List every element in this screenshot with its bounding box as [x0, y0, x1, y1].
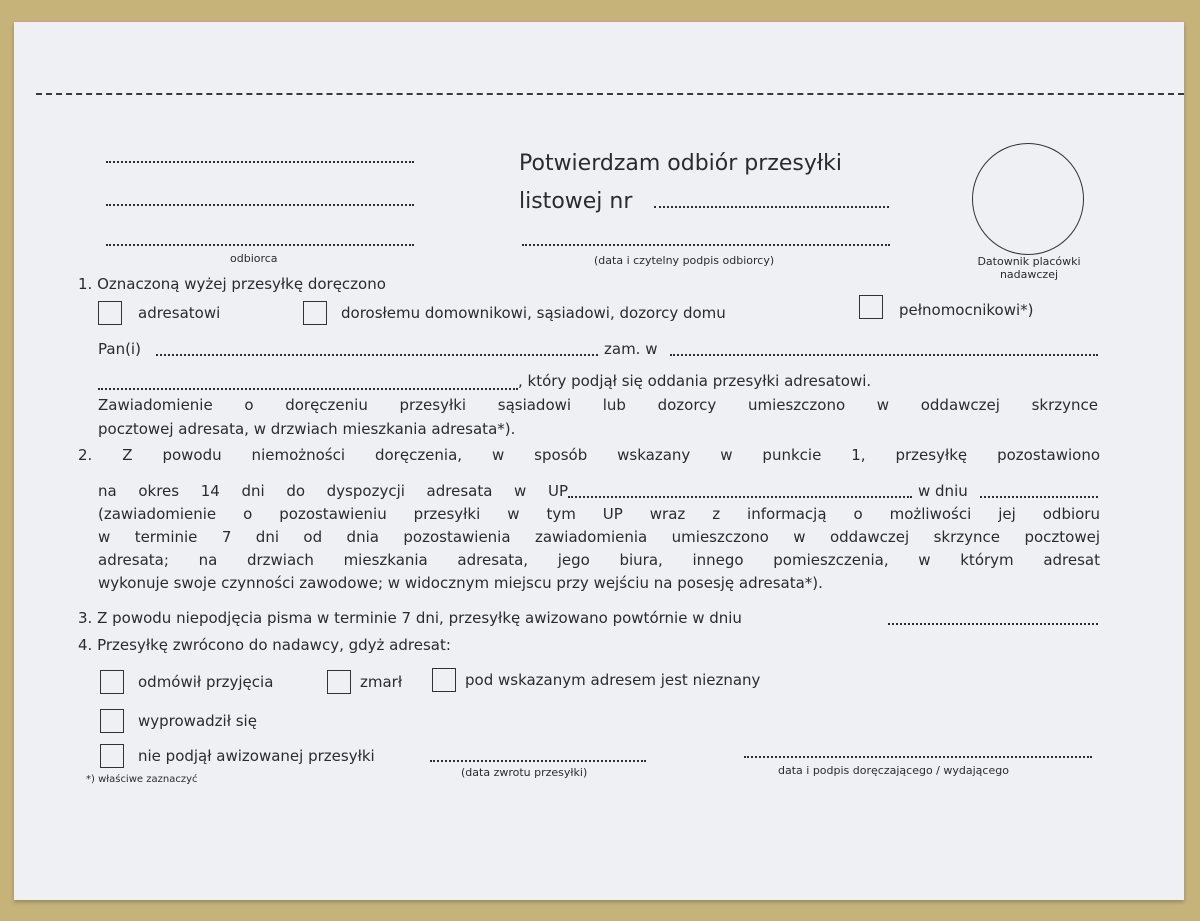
section2-line6: wykonuje swoje czynności zawodowe; w widocznym miejscu przy wejściu na posesję adresata*). — [98, 574, 823, 592]
section2-line5: adresata; na drzwiach mieszkania adresata, jego biura, innego pomieszczenia, w którym adresat — [98, 551, 1100, 569]
stamp-label-line1: Datownik placówki — [977, 255, 1081, 268]
checkbox-proxy[interactable] — [859, 295, 883, 319]
courier-signature-field[interactable] — [744, 756, 1092, 758]
section4-heading: 4. Przesyłkę zwrócono do nadawcy, gdyż adresat: — [78, 636, 451, 654]
footnote: *) właściwe zaznaczyć — [86, 774, 198, 785]
signature-label: (data i czytelny podpis odbiorcy) — [594, 254, 775, 267]
second-notice-date-field[interactable] — [888, 623, 1098, 625]
accepted-text: , który podjął się oddania przesyłki adresatowi. — [518, 372, 872, 390]
recipient-line-1[interactable] — [106, 161, 414, 163]
checkbox-deceased[interactable] — [327, 670, 351, 694]
section1-heading: 1. Oznaczoną wyżej przesyłkę doręczono — [78, 275, 386, 293]
letter-number-field[interactable] — [654, 206, 889, 208]
post-office-field[interactable] — [568, 496, 912, 498]
section2-line2-prefix: na okres 14 dni do dyspozycji adresata w UP — [98, 482, 568, 500]
form-title-line1: Potwierdzam odbiór przesyłki — [519, 151, 842, 176]
recipient-line-3[interactable] — [106, 244, 414, 246]
recipient-label: odbiorca — [230, 252, 278, 265]
option-not-collected-label: nie podjął awizowanej przesyłki — [138, 747, 375, 765]
recipient-line-2[interactable] — [106, 204, 414, 206]
checkbox-not-collected[interactable] — [100, 744, 124, 768]
checkbox-household-member[interactable] — [303, 301, 327, 325]
checkbox-addressee[interactable] — [98, 301, 122, 325]
option-proxy-label: pełnomocnikowi*) — [899, 301, 1034, 319]
left-date-field[interactable] — [980, 496, 1098, 498]
section2-line3: (zawiadomienie o pozostawieniu przesyłki w tym UP wraz z informacją o możliwości jej odbioru — [98, 505, 1100, 523]
courier-label: data i podpis doręczającego / wydającego — [778, 764, 1009, 777]
zam-label: zam. w — [604, 340, 658, 358]
stamp-label — [954, 255, 1104, 281]
postmark-stamp-circle — [972, 143, 1084, 255]
pan-label: Pan(i) — [98, 340, 141, 358]
checkbox-moved-out[interactable] — [100, 709, 124, 733]
section3-text: 3. Z powodu niepodjęcia pisma w terminie 7 dni, przesyłkę awizowano powtórnie w dniu — [78, 609, 742, 627]
accepting-person-field[interactable] — [98, 388, 518, 390]
option-household-member-label: dorosłemu domownikowi, sąsiadowi, dozorcy domu — [341, 304, 726, 322]
stamp-label-line2: nadawczej — [999, 268, 1059, 281]
option-deceased-label: zmarł — [360, 673, 403, 691]
option-addressee-label: adresatowi — [138, 304, 221, 322]
return-receipt-card — [14, 22, 1184, 900]
return-date-field[interactable] — [430, 760, 646, 762]
section2-line4: w terminie 7 dni od dnia pozostawienia zawiadomienia umieszczono w oddawczej skrzynce pocztowej — [98, 528, 1100, 546]
return-date-label: (data zwrotu przesyłki) — [461, 766, 588, 779]
pan-name-field[interactable] — [156, 354, 598, 356]
section2-line1: 2. Z powodu niemożności doręczenia, w sposób wskazany w punkcie 1, przesyłkę pozostawiono — [78, 446, 1100, 464]
section1-notice-line2: pocztowej adresata, w drzwiach mieszkania adresata*). — [98, 420, 516, 438]
address-field[interactable] — [670, 354, 1098, 356]
checkbox-refused[interactable] — [100, 670, 124, 694]
checkbox-unknown-address[interactable] — [432, 668, 456, 692]
option-unknown-address-label: pod wskazanym adresem jest nieznany — [465, 671, 761, 689]
option-moved-out-label: wyprowadził się — [138, 712, 257, 730]
form-title-line2: listowej nr — [519, 189, 633, 214]
section1-notice-line1: Zawiadomienie o doręczeniu przesyłki sąsiadowi lub dozorcy umieszczono w oddawczej skrzynce — [98, 396, 1098, 414]
perforation-line — [36, 93, 1184, 95]
section2-day-label: w dniu — [918, 482, 968, 500]
option-refused-label: odmówił przyjęcia — [138, 673, 274, 691]
receipt-signature-line[interactable] — [522, 244, 890, 246]
